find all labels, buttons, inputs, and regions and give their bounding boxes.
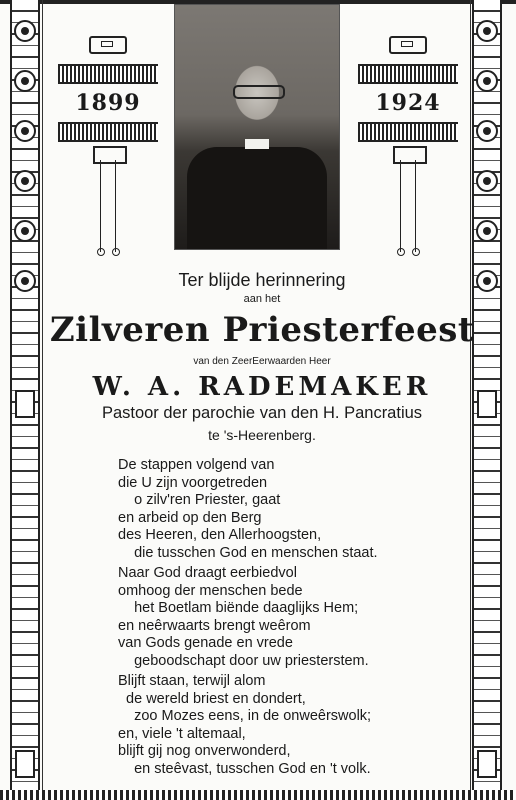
priest-name: W. A. RADEMAKER: [92, 372, 432, 402]
stem-line: [400, 160, 401, 252]
year-band-top: [358, 64, 458, 84]
poem-line: zoo Mozes eens, in de onweêrswolk;: [118, 708, 372, 724]
flower-ornament-icon: [14, 20, 36, 42]
poem-line: de wereld briest en dondert,: [118, 690, 306, 707]
poem-stanza-2: [118, 565, 448, 670]
poem-line: Naar God draagt eerbiedvol: [118, 565, 297, 581]
honorific-line: van den ZeerEerwaarden Heer: [193, 356, 331, 367]
poem-line: en steêvast, tusschen God en 't volk.: [118, 760, 371, 777]
priest-role: Pastoor der parochie van den H. Pancratius: [101, 404, 423, 422]
stem-line: [100, 160, 101, 252]
poem-line: De stappen volgend van: [118, 457, 275, 473]
poem-line: des Heeren, den Allerhoogsten,: [118, 527, 322, 543]
stem-ornament: [58, 146, 158, 256]
poem-line: het Boetlam biënde daaglijks Hem;: [118, 600, 359, 616]
stem-line: [115, 160, 116, 252]
poem-line: van Gods genade en vrede: [118, 635, 293, 651]
place-line: te 's-Heerenberg.: [208, 427, 316, 443]
flower-ornament-icon: [476, 120, 498, 142]
flower-ornament-icon: [14, 120, 36, 142]
scroll-ornament-icon: [89, 36, 127, 54]
poem-line: en neêrwaarts brengt weêrom: [118, 617, 311, 634]
stem-cap-icon: [393, 146, 427, 164]
year-band-bottom: [58, 122, 158, 142]
feast-title: Zilveren Priesterfeest: [49, 310, 475, 350]
poem-line: Blijft staan, terwijl alom: [118, 673, 266, 689]
flower-ornament-icon: [476, 170, 498, 192]
stem-ornament: [358, 146, 458, 256]
flower-ornament-icon: [476, 70, 498, 92]
year-left: 1899: [75, 90, 141, 116]
stem-cap-icon: [93, 146, 127, 164]
intro-line: Ter blijde herinnering: [178, 270, 346, 290]
portrait-coat: [187, 147, 327, 249]
lantern-ornament-icon: [15, 750, 35, 778]
lantern-ornament-icon: [477, 750, 497, 778]
poem-line: die tusschen God en menschen staat.: [118, 544, 378, 561]
poem-line: en arbeid op den Berg: [118, 509, 262, 526]
flower-ornament-icon: [476, 220, 498, 242]
scroll-ornament-icon: [389, 36, 427, 54]
poem-line: die U zijn voorgetreden: [118, 474, 268, 491]
glasses-icon: [233, 85, 285, 99]
year-right: 1924: [375, 90, 441, 116]
poem-line: blijft gij nog onverwonderd,: [118, 743, 291, 759]
year-band-top: [58, 64, 158, 84]
left-ornamental-border: [10, 0, 40, 800]
poem-line: omhoog der menschen bede: [118, 582, 303, 599]
portrait-collar: [245, 139, 269, 149]
stem-foot-icon: [112, 248, 120, 256]
aan-het-line: aan het: [243, 293, 281, 305]
flower-ornament-icon: [476, 20, 498, 42]
flower-ornament-icon: [14, 70, 36, 92]
lantern-ornament-icon: [477, 390, 497, 418]
flower-ornament-icon: [14, 170, 36, 192]
stem-foot-icon: [97, 248, 105, 256]
year-band-bottom: [358, 122, 458, 142]
poem-line: en, viele 't altemaal,: [118, 725, 246, 742]
left-inner-rule: [42, 0, 43, 800]
poem-stanza-1: [118, 457, 448, 562]
poem-line: o zilv'ren Priester, gaat: [118, 492, 281, 508]
stem-line: [415, 160, 416, 252]
lantern-ornament-icon: [15, 390, 35, 418]
priest-portrait-photo: [174, 4, 340, 250]
poem-stanza-3: [118, 673, 448, 778]
stem-foot-icon: [412, 248, 420, 256]
bottom-border: [0, 790, 516, 800]
stem-foot-icon: [397, 248, 405, 256]
year-block-left: [58, 36, 158, 256]
flower-ornament-icon: [14, 270, 36, 292]
year-block-right: [358, 36, 458, 256]
poem-line: geboodschapt door uw priesterstem.: [118, 652, 369, 669]
flower-ornament-icon: [14, 220, 36, 242]
